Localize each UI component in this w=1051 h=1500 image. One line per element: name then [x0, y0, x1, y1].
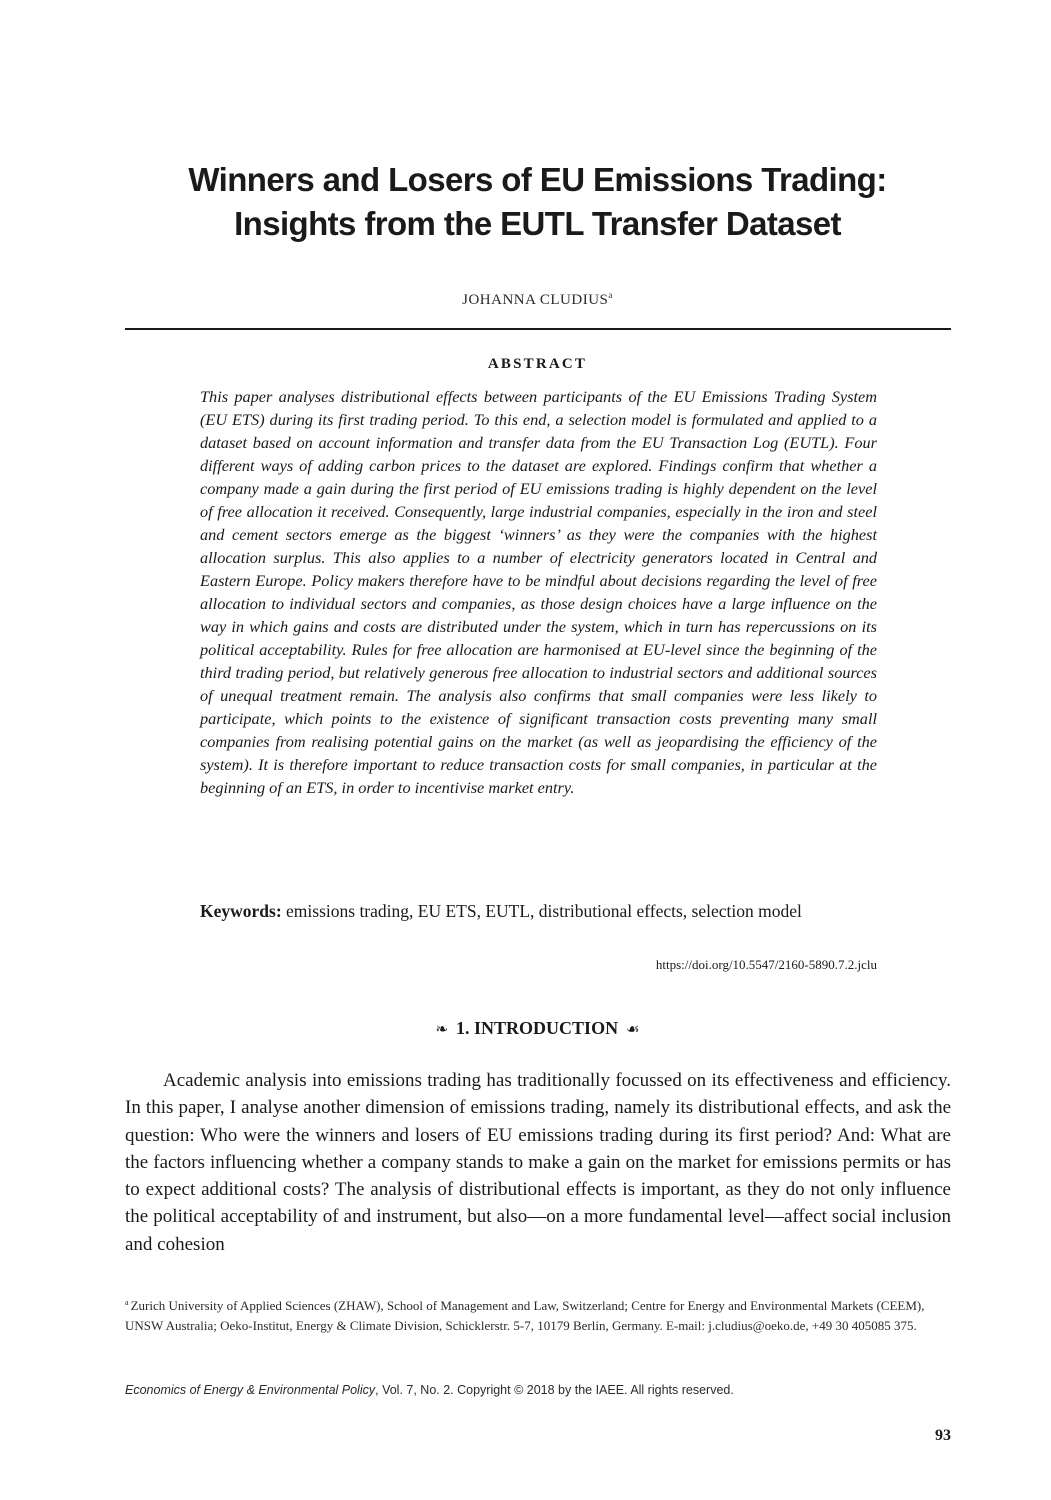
left-ornament-icon: ❧	[435, 1022, 449, 1038]
journal-copyright-line	[125, 1383, 951, 1397]
journal-copyright: , Vol. 7, No. 2. Copyright © 2018 by the IAEE. All rights reserved.	[375, 1383, 734, 1397]
author-line	[125, 292, 950, 309]
footnote-text: Zurich University of Applied Sciences (ZHAW), School of Management and Law, Switzerland; Centre for Energy and Environmental Markets (CEEM), UNSW Australia; Oeko-Institut, Energy & Climate Division, Schicklerstr. 5-7, 10179 Berlin, Germany. E-mail: j.cludius@oeko.de, +49 30 405085 375.	[125, 1298, 925, 1333]
page-number: 93	[935, 1427, 951, 1444]
footnote-mark: a	[125, 1297, 129, 1307]
abstract-text: This paper analyses distributional effects between participants of the EU Emissions Trading System (EU ETS) during its first trading period. To this end, a selection model is formulated and applied to a dataset based on account information and transfer data from the EU Transaction Log (EUTL). Four different ways of adding carbon prices to the dataset are explored. Findings confirm that whether a company made a gain during the first period of EU emissions trading is highly dependent on the level of free allocation it received. Consequently, large industrial companies, especially in the iron and steel and cement sectors emerge as the biggest ‘winners’ as they were the companies with the highest allocation surplus. This also applies to a number of electricity generators located in Central and Eastern Europe. Policy makers therefore have to be mindful about decisions regarding the level of free allocation to individual sectors and companies, as those design choices have a large influence on the way in which gains and costs are distributed under the system, which in turn has repercussions on its political acceptability. Rules for free allocation are harmonised at EU-level since the beginning of the third trading period, but relatively generous free allocation to industrial sectors and additional sources of unequal treatment remain. The analysis also confirms that small companies were less likely to participate, which points to the existence of significant transaction costs preventing many small companies from realising potential gains on the market (as well as jeopardising the efficiency of the system). It is therefore important to reduce transaction costs for small companies, in particular at the beginning of an ETS, in order to incentivise market entry.	[200, 387, 877, 797]
section-heading-introduction	[125, 1018, 950, 1039]
keywords-text: emissions trading, EU ETS, EUTL, distributional effects, selection model	[286, 901, 802, 921]
paper-title-line-2: Insights from the EUTL Transfer Dataset	[234, 205, 841, 242]
author-affiliation-mark: a	[608, 290, 613, 300]
paper-title	[125, 158, 950, 246]
keywords-label: Keywords:	[200, 901, 282, 921]
author-name: JOHANNA CLUDIUS	[462, 292, 609, 308]
section-heading-text: 1. INTRODUCTION	[456, 1018, 619, 1038]
keywords	[200, 900, 877, 923]
intro-paragraph: Academic analysis into emissions trading has traditionally focussed on its effectiveness and efficiency. In this paper, I analyse another dimension of emissions trading, namely its distributional effects, and ask the question: Who were the winners and losers of EU emissions trading during its first period? And: What are the factors influencing whether a company stands to make a gain on the market for emissions permits or has to expect additional costs? The analysis of distributional effects is important, as they do not only influence the political acceptability of and instrument, but also—on a more fundamental level—affect social inclusion and cohesion	[125, 1070, 951, 1255]
paper-title-line-1: Winners and Losers of EU Emissions Trading:	[188, 161, 887, 198]
abstract-heading: ABSTRACT	[487, 356, 588, 372]
header-rule	[125, 328, 951, 330]
doi-link[interactable]: https://doi.org/10.5547/2160-5890.7.2.jclu	[655, 957, 877, 972]
right-ornament-icon: ☙	[626, 1022, 640, 1038]
affiliation-footnote	[125, 1296, 925, 1336]
journal-name: Economics of Energy & Environmental Policy	[125, 1383, 376, 1397]
